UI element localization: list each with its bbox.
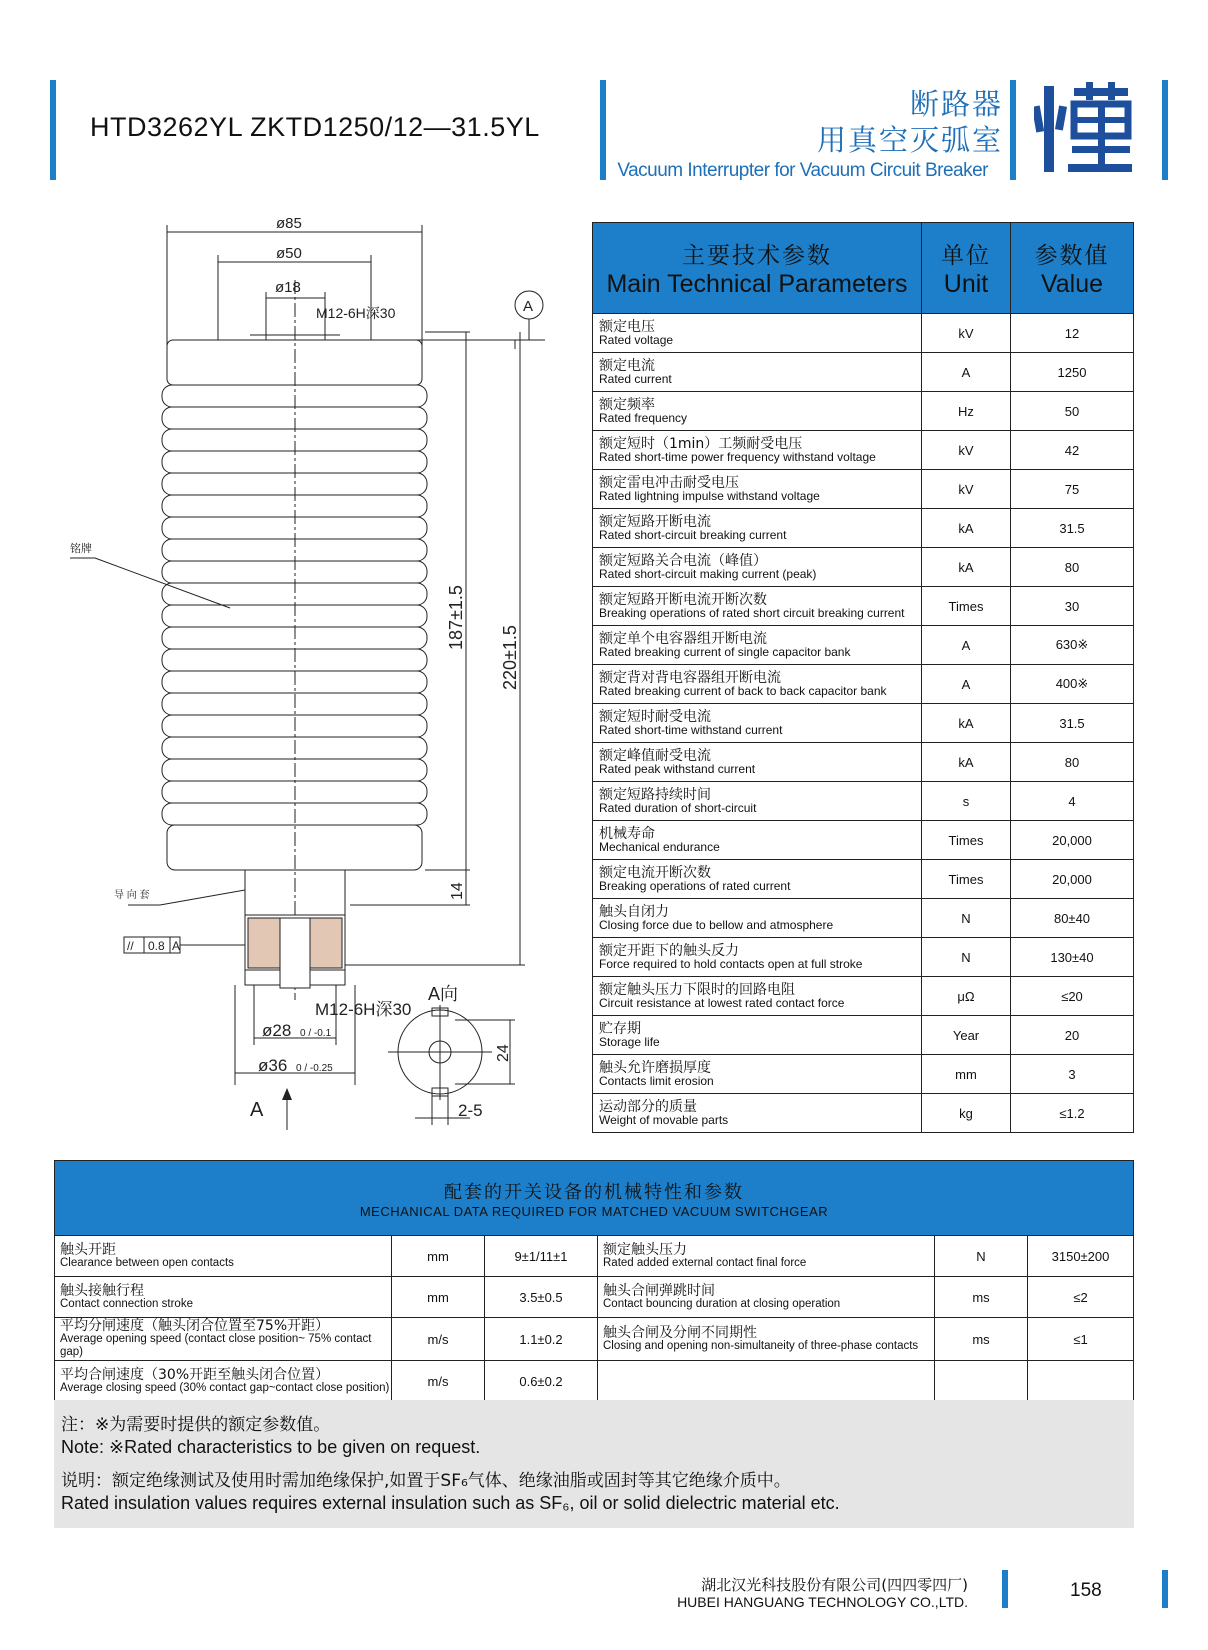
param-value: 80 (1011, 548, 1134, 587)
param-name: 额定短路关合电流（峰值） Rated short-circuit making current (peak) (593, 548, 922, 587)
param-value: 20,000 (1011, 860, 1134, 899)
param-value: 80±40 (1011, 899, 1134, 938)
param-name: 额定短时耐受电流 Rated short-time withstand current (593, 704, 922, 743)
mech-right-unit: N (935, 1236, 1028, 1277)
mech-right-name (598, 1361, 935, 1402)
mech-left-name: 平均合闸速度（30%开距至触头闭合位置） Average closing speed (30% contact gap~contact close position) (55, 1361, 392, 1402)
param-value: 20,000 (1011, 821, 1134, 860)
table-row (55, 1361, 1134, 1402)
header-mid-bar (600, 80, 606, 180)
header-left-bar (50, 80, 56, 180)
table-row (593, 665, 1134, 704)
mech-right-value (1028, 1361, 1134, 1402)
param-value: 31.5 (1011, 704, 1134, 743)
table-row (593, 899, 1134, 938)
mech-left-name: 触头开距 Clearance between open contacts (55, 1236, 392, 1277)
footer-bar-left (1002, 1570, 1008, 1608)
mech-right-name: 额定触头压力 Rated added external contact final force (598, 1236, 935, 1277)
dim-220-label: 220±1.5 (500, 625, 520, 690)
param-name: 额定短路开断电流开断次数 Breaking operations of rated short circuit breaking current (593, 587, 922, 626)
mech-left-unit: mm (392, 1277, 485, 1318)
dim-36-label: ø36 (258, 1056, 288, 1075)
dim-36-tolerance: 0 / -0.25 (296, 1063, 333, 1074)
dim-85-label: ø85 (276, 215, 302, 232)
param-value: 50 (1011, 392, 1134, 431)
table-row (593, 821, 1134, 860)
table-row (55, 1318, 1134, 1361)
title-cn (817, 86, 1003, 158)
mech-right-unit: ms (935, 1277, 1028, 1318)
param-unit: Times (922, 587, 1011, 626)
mech-left-value: 9±1/11±1 (485, 1236, 598, 1277)
tolerance-symbol: // (127, 939, 134, 953)
param-name: 额定电流 Rated current (593, 353, 922, 392)
param-unit: A (922, 665, 1011, 704)
param-value: 31.5 (1011, 509, 1134, 548)
label-nameplate: 铭牌 (70, 543, 92, 555)
table-row (593, 587, 1134, 626)
table-row (593, 509, 1134, 548)
mech-right-unit: ms (935, 1318, 1028, 1361)
param-unit: N (922, 938, 1011, 977)
notes-box (54, 1400, 1134, 1528)
param-unit: kV (922, 314, 1011, 353)
mech-right-name: 触头合闸及分闸不同期性 Closing and opening non-simultaneity of three-phase contacts (598, 1318, 935, 1361)
title-en: Vacuum Interrupter for Vacuum Circuit Breaker (617, 160, 988, 181)
footer-bar-right (1162, 1570, 1168, 1608)
param-value: 3 (1011, 1055, 1134, 1094)
mech-header-row (55, 1161, 1134, 1236)
model-number: HTD3262YL ZKTD1250/12—31.5YL (90, 112, 540, 142)
header-parameter: 主要技术参数 Main Technical Parameters (593, 223, 922, 314)
label-guide-sleeve: 导 向 套 (114, 890, 150, 901)
param-name: 额定短路开断电流 Rated short-circuit breaking current (593, 509, 922, 548)
mech-left-name: 平均分闸速度（触头闭合位置至75%开距） Average opening speed (contact close position~ 75% contact gap) (55, 1318, 392, 1361)
dim-2-5-label: 2-5 (458, 1101, 483, 1120)
param-unit: kA (922, 743, 1011, 782)
param-unit: A (922, 626, 1011, 665)
view-a-label: A向 (428, 984, 459, 1004)
table-row (55, 1236, 1134, 1277)
param-name: 额定雷电冲击耐受电压 Rated lightning impulse withstand voltage (593, 470, 922, 509)
dim-187-label: 187±1.5 (446, 585, 466, 650)
mech-header (55, 1161, 1134, 1236)
param-unit: Times (922, 860, 1011, 899)
param-value: 20 (1011, 1016, 1134, 1055)
param-name: 机械寿命 Mechanical endurance (593, 821, 922, 860)
title-cn-line2: 用真空灭弧室 (816, 123, 1003, 157)
tolerance-value: 0.8 (148, 939, 165, 953)
param-unit: mm (922, 1055, 1011, 1094)
table-row (593, 353, 1134, 392)
tolerance-datum: A (172, 939, 181, 953)
param-value: 4 (1011, 782, 1134, 821)
table-row (593, 1055, 1134, 1094)
param-name: 额定电流开断次数 Breaking operations of rated current (593, 860, 922, 899)
param-name: 额定单个电容器组开断电流 Rated breaking current of single capacitor bank (593, 626, 922, 665)
param-unit: Times (922, 821, 1011, 860)
param-name: 额定开距下的触头反力 Force required to hold contacts open at full stroke (593, 938, 922, 977)
param-value: 30 (1011, 587, 1134, 626)
table-row (593, 938, 1134, 977)
param-unit: Year (922, 1016, 1011, 1055)
param-name: 贮存期 Storage life (593, 1016, 922, 1055)
header-unit: 单位 Unit (922, 223, 1011, 314)
table-row (593, 743, 1134, 782)
param-name: 额定频率 Rated frequency (593, 392, 922, 431)
table-row (593, 782, 1134, 821)
table-row (593, 470, 1134, 509)
dim-50-label: ø50 (276, 245, 302, 262)
param-unit: s (922, 782, 1011, 821)
mech-right-name: 触头合闸弹跳时间 Contact bouncing duration at closing operation (598, 1277, 935, 1318)
mech-right-value: 3150±200 (1028, 1236, 1134, 1277)
header-right-bar (1010, 80, 1016, 180)
param-name: 运动部分的质量 Weight of movable parts (593, 1094, 922, 1133)
mech-left-value: 0.6±0.2 (485, 1361, 598, 1402)
param-unit: kA (922, 704, 1011, 743)
param-name: 触头自闭力 Closing force due to bellow and atmosphere (593, 899, 922, 938)
mech-left-unit: mm (392, 1236, 485, 1277)
footer-company-en: HUBEI HANGUANG TECHNOLOGY CO.,LTD. (677, 1594, 968, 1610)
header-value: 参数值 Value (1011, 223, 1134, 314)
arrow-a-label: A (250, 1099, 264, 1121)
mech-left-name: 触头接触行程 Contact connection stroke (55, 1277, 392, 1318)
param-value: 1250 (1011, 353, 1134, 392)
dim-24-label: 24 (495, 1044, 512, 1062)
dim-14-label: 14 (449, 882, 466, 900)
table-row (593, 704, 1134, 743)
mech-title-en: MECHANICAL DATA REQUIRED FOR MATCHED VACUUM SWITCHGEAR (359, 1203, 829, 1219)
footer-company-cn: 湖北汉光科技股份有限公司(四四零四厂) (701, 1576, 968, 1594)
table-row (593, 860, 1134, 899)
dim-28-label: ø28 (262, 1021, 292, 1040)
view-mark-a: A (523, 298, 534, 315)
table-row (593, 977, 1134, 1016)
mech-left-value: 3.5±0.5 (485, 1277, 598, 1318)
param-name: 额定短时（1min）工频耐受电压 Rated short-time power frequency withstand voltage (593, 431, 922, 470)
mech-right-value: ≤2 (1028, 1277, 1134, 1318)
table-row (593, 626, 1134, 665)
param-unit: kV (922, 470, 1011, 509)
param-name: 额定短路持续时间 Rated duration of short-circuit (593, 782, 922, 821)
table-row (593, 1094, 1134, 1133)
param-value: 130±40 (1011, 938, 1134, 977)
table-row (593, 314, 1134, 353)
param-name: 额定背对背电容器组开断电流 Rated breaking current of back to back capacitor bank (593, 665, 922, 704)
thread-bottom-label: M12-6H深30 (315, 1000, 412, 1019)
param-unit: kV (922, 431, 1011, 470)
param-value: ≤20 (1011, 977, 1134, 1016)
param-name: 额定电压 Rated voltage (593, 314, 922, 353)
param-value: 630※ (1011, 626, 1134, 665)
param-unit: kA (922, 548, 1011, 587)
technical-parameters-table (592, 222, 1134, 1133)
note-cn: 注：※为需要时提供的额定参数值。 (61, 1415, 331, 1435)
table-row (55, 1277, 1134, 1318)
param-value: 400※ (1011, 665, 1134, 704)
dim-28-tolerance: 0 / -0.1 (300, 1028, 332, 1039)
param-value: 42 (1011, 431, 1134, 470)
param-unit: kg (922, 1094, 1011, 1133)
table-row (593, 548, 1134, 587)
mech-left-value: 1.1±0.2 (485, 1318, 598, 1361)
explain-en: Rated insulation values requires external insulation such as SF₆, oil or solid dielectric material etc. (61, 1493, 840, 1513)
param-name: 触头允许磨损厚度 Contacts limit erosion (593, 1055, 922, 1094)
table-row (593, 431, 1134, 470)
param-value: 80 (1011, 743, 1134, 782)
explain-cn: 说明：额定绝缘测试及使用时需加绝缘保护,如置于SF₆气体、绝缘油脂或固封等其它绝缘介质中。 (61, 1471, 791, 1491)
title-cn-line1: 断路器 (909, 87, 1003, 121)
page-number: 158 (1070, 1580, 1102, 1601)
table-row (593, 1016, 1134, 1055)
dim-18-label: ø18 (275, 279, 301, 296)
mech-left-unit: m/s (392, 1361, 485, 1402)
mech-right-unit (935, 1361, 1028, 1402)
header-far-right-bar (1162, 80, 1168, 180)
param-unit: kA (922, 509, 1011, 548)
mech-left-unit: m/s (392, 1318, 485, 1361)
note-en: Note: ※Rated characteristics to be given on request. (61, 1437, 481, 1457)
param-name: 额定触头压力下限时的回路电阻 Circuit resistance at lowest rated contact force (593, 977, 922, 1016)
param-unit: Hz (922, 392, 1011, 431)
thread-top-label: M12-6H深30 (316, 305, 396, 321)
param-name: 额定峰值耐受电流 Rated peak withstand current (593, 743, 922, 782)
mech-title-cn: 配套的开关设备的机械特性和参数 (444, 1181, 744, 1203)
mechanical-data-table (54, 1160, 1134, 1402)
param-unit: μΩ (922, 977, 1011, 1016)
param-value: ≤1.2 (1011, 1094, 1134, 1133)
param-unit: N (922, 899, 1011, 938)
technical-drawing (50, 215, 570, 1135)
params-header-row (593, 223, 1134, 314)
param-unit: A (922, 353, 1011, 392)
mech-right-value: ≤1 (1028, 1318, 1134, 1361)
brand-logo-icon (1034, 80, 1134, 178)
param-value: 75 (1011, 470, 1134, 509)
param-value: 12 (1011, 314, 1134, 353)
table-row (593, 392, 1134, 431)
